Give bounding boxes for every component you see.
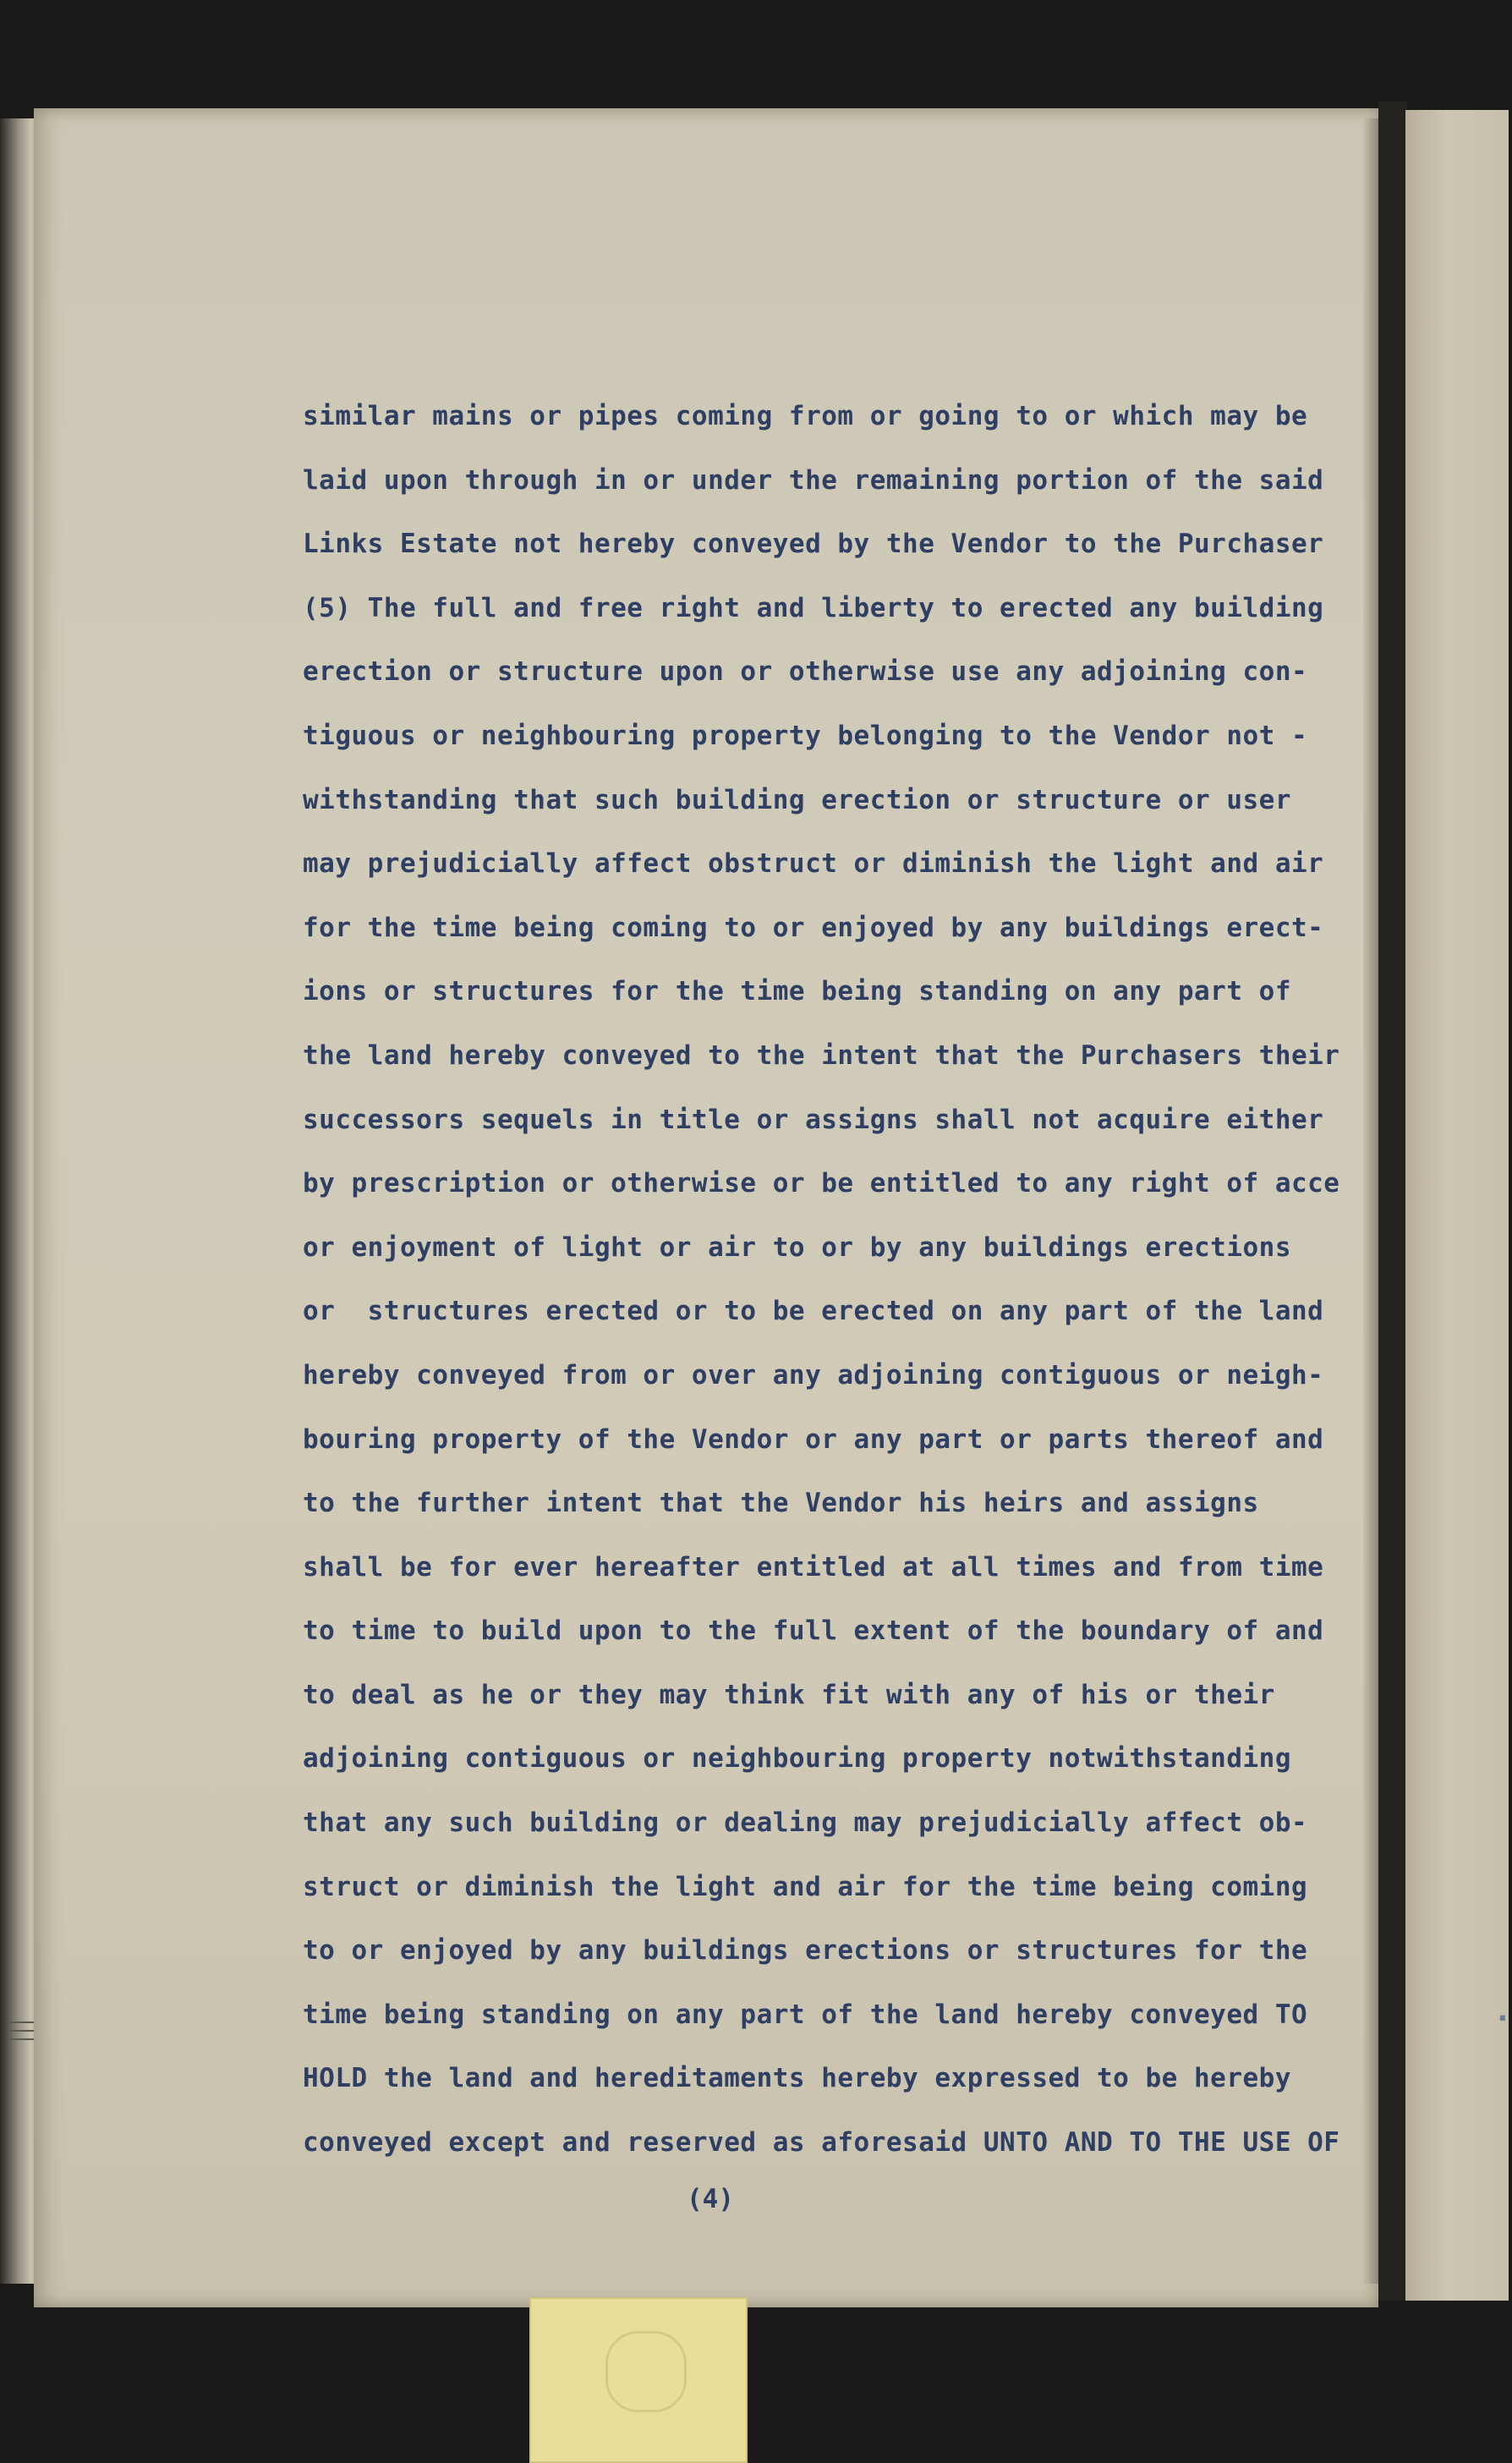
paper-tab	[529, 2297, 748, 2463]
text-line: withstanding that such building erection or structure or user	[303, 784, 1291, 815]
text-line: adjoining contiguous or neighbouring property notwithstanding	[303, 1743, 1291, 1775]
text-line: that any such building or dealing may prejudicially affect ob-	[303, 1807, 1308, 1839]
text-line: HOLD the land and hereditaments hereby expressed to be hereby	[303, 2063, 1291, 2094]
text-line: or structures erected or to be erected on any part of the land	[303, 1296, 1324, 1327]
text-line: shall be for ever hereafter entitled at all times and from time	[303, 1551, 1324, 1583]
page-number: (4)	[687, 2184, 734, 2214]
text-line: time being standing on any part of the land hereby conveyed TO	[303, 1999, 1308, 2030]
tab-mark	[605, 2331, 687, 2412]
text-line: struct or diminish the light and air for the time being coming	[303, 1871, 1308, 1902]
text-line: the land hereby conveyed to the intent that the Purchasers their	[303, 1040, 1340, 1071]
text-line: or enjoyment of light or air to or by any buildings erections	[303, 1232, 1291, 1263]
text-line: for the time being coming to or enjoyed by any buildings erect-	[303, 912, 1324, 943]
text-line: tiguous or neighbouring property belonging to the Vendor not -	[303, 720, 1308, 751]
text-line: successors sequels in title or assigns shall not acquire either	[303, 1104, 1324, 1135]
text-line: erection or structure upon or otherwise use any adjoining con-	[303, 656, 1308, 688]
text-line: to time to build upon to the full extent of the boundary of and	[303, 1615, 1324, 1647]
text-line: conveyed except and reserved as aforesaid UNTO AND TO THE USE OF	[303, 2127, 1340, 2159]
text-line: Links Estate not hereby conveyed by the Vendor to the Purchaser	[303, 529, 1324, 560]
text-line: may prejudicially affect obstruct or diminish the light and air	[303, 848, 1324, 880]
text-line: hereby conveyed from or over any adjoining contiguous or neigh-	[303, 1359, 1324, 1391]
text-line: (5) The full and free right and liberty to erected any building	[303, 592, 1324, 623]
adjacent-page-edge	[1405, 110, 1512, 2301]
text-line: bouring property of the Vendor or any part or parts thereof and	[303, 1423, 1324, 1455]
text-line: similar mains or pipes coming from or going to or which may be	[303, 401, 1308, 431]
text-line: ions or structures for the time being standing on any part of	[303, 976, 1291, 1007]
text-line: to deal as he or they may think fit with any of his or their	[303, 1679, 1275, 1710]
text-line: to or enjoyed by any buildings erections or structures for the	[303, 1935, 1308, 1967]
text-line: by prescription or otherwise or be entitled to any right of acce	[303, 1168, 1340, 1199]
adjacent-page-glyph: ·	[1493, 2001, 1512, 2036]
text-line: laid upon through in or under the remaining portion of the said	[303, 464, 1324, 496]
typed-text-body	[303, 385, 1394, 2175]
text-line: to the further intent that the Vendor his heirs and assigns	[303, 1488, 1259, 1519]
